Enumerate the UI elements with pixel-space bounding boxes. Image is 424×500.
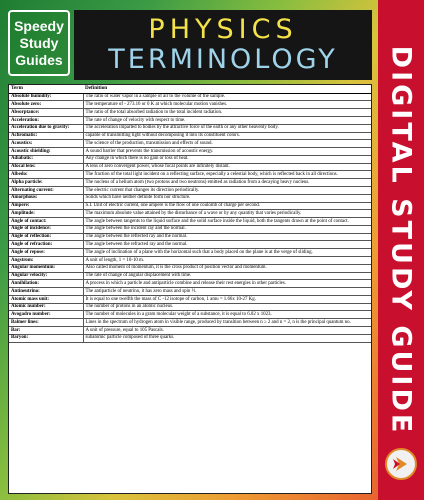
table-row (9, 148, 371, 156)
definition-cell: The angle of inclination of a plane with the horizontal such that a body placed on the plane is at the verge of sliding. (83, 249, 371, 257)
title-physics: PHYSICS (148, 14, 298, 45)
term-cell: Absolute humidity: (9, 93, 83, 101)
definition-cell: A unit of pressure, equal to 105 Pascals. (83, 327, 371, 335)
definition-cell: S.I. Unit of electric current, one ampere is the flow of one coulomb of charge per second. (83, 202, 371, 210)
definition-cell: The rate of change of velocity with respect to time. (83, 116, 371, 124)
definition-cell: The number of protons in an atomic nucleus. (83, 303, 371, 311)
term-cell: Angle of refraction: (9, 241, 83, 249)
term-cell: Acoustics: (9, 140, 83, 148)
table-row (9, 155, 371, 163)
table-row (9, 109, 371, 117)
term-cell: Baryon: (9, 334, 83, 342)
table-row (9, 179, 371, 187)
term-cell: Absorptance: (9, 109, 83, 117)
table-row (9, 116, 371, 124)
definition-cell: The ratio of water vapor in a sample of air to the volume of the sample. (83, 93, 371, 101)
definition-cell: The ratio of the total absorbed radiation to the total incident radiation. (83, 109, 371, 117)
definition-cell: Also called moment of momentum, it is the cross product of position vector and momentum. (83, 264, 371, 272)
table-body (9, 93, 371, 342)
definition-cell: The science of the production, transmission and effects of sound. (83, 140, 371, 148)
side-title (378, 45, 424, 435)
digital-study-guide-label: DIGITAL STUDY GUIDE (385, 45, 417, 435)
term-cell: Angle of contact: (9, 218, 83, 226)
definition-cell: The antiparticle of neutrino, it has zero mass and spin ½. (83, 288, 371, 296)
definition-cell: The nucleus of a helium atom (two protons and two neutrons) emitted as radiation from a decaying heavy nucleus. (83, 179, 371, 187)
table-row (9, 241, 371, 249)
term-cell: Angstrom: (9, 257, 83, 265)
table-row (9, 186, 371, 194)
term-cell: Amorphous: (9, 194, 83, 202)
definition-cell: The angle between the incident ray and the normal. (83, 225, 371, 233)
table-row (9, 311, 371, 319)
table-row (9, 124, 371, 132)
definition-cell: capable of transmitting light without decomposing it into its constituent colors. (83, 132, 371, 140)
terminology-table (9, 85, 371, 343)
table-row (9, 218, 371, 226)
definition-cell: A unit of length, 1 = 10-10 m. (83, 257, 371, 265)
table-row (9, 210, 371, 218)
definition-cell: The fraction of the total light incident on a reflecting surface, especially a celestial body, which is reflected back in all directions. (83, 171, 371, 179)
table-row (9, 334, 371, 342)
table-row (9, 280, 371, 288)
speedy-study-guides-logo (8, 10, 70, 76)
term-cell: Acceleration due to gravity: (9, 124, 83, 132)
logo-line-1: Speedy (14, 17, 64, 34)
header-term: Term (9, 85, 83, 93)
term-cell: Angle of repose: (9, 249, 83, 257)
term-cell: Balmer lines: (9, 319, 83, 327)
table-row (9, 257, 371, 265)
definition-cell: The maximum absolute value attained by the disturbance of a wave or by any quantity that varies periodically. (83, 210, 371, 218)
term-cell: Atomic mass unit: (9, 295, 83, 303)
term-cell: Atomic number: (9, 303, 83, 311)
definition-cell: The temperature of - 273.16 or 0 K at which molecular motion vanishes. (83, 101, 371, 109)
table-row (9, 163, 371, 171)
definition-cell: Solids which have neither definite form nor structure. (83, 194, 371, 202)
table-row (9, 101, 371, 109)
term-cell: Antineutrino: (9, 288, 83, 296)
publisher-logo-icon (385, 448, 417, 480)
definition-cell: Any change in which there is no gain or loss of heat. (83, 155, 371, 163)
term-cell: Angular velocity: (9, 272, 83, 280)
term-cell: Ampere: (9, 202, 83, 210)
table-row (9, 171, 371, 179)
table-row (9, 272, 371, 280)
title-banner (74, 10, 372, 80)
definition-cell: The number of molecules in a gram molecular weight of a substance, it is equal to 6.02 x 1023. (83, 311, 371, 319)
term-cell: Angle of reflection: (9, 233, 83, 241)
table-row (9, 319, 371, 327)
term-cell: Alternating current: (9, 186, 83, 194)
term-cell: Annihilation: (9, 280, 83, 288)
term-cell: Acoustic shielding: (9, 148, 83, 156)
definition-cell: The rate of change of angular displacement with time. (83, 272, 371, 280)
term-cell: Angle of incidence: (9, 225, 83, 233)
definition-cell: Lines in the spectrum of hydrogen atom in visible range, produced by transition between n ≥ 2 and n = 2, n is the principal quantum no. (83, 319, 371, 327)
table-row (9, 132, 371, 140)
side-strip (378, 0, 424, 500)
title-terminology: TERMINOLOGY (108, 44, 338, 75)
term-cell: Adiabatic: (9, 155, 83, 163)
definition-cell: The angle between tangents to the liquid surface and the solid surface inside the liquid, both the tangents drawn at the point of contact. (83, 218, 371, 226)
table-row (9, 140, 371, 148)
definition-cell: A lens of zero convergent power, whose focal points are infinitely distant. (83, 163, 371, 171)
table-row (9, 93, 371, 101)
arrow-logo-icon (391, 454, 411, 474)
table-row (9, 264, 371, 272)
definition-cell: The angle between the reflected ray and the normal. (83, 233, 371, 241)
terminology-sheet (8, 84, 372, 494)
table-row (9, 202, 371, 210)
definition-cell: The angle between the refracted ray and the normal. (83, 241, 371, 249)
table-row (9, 249, 371, 257)
term-cell: Bar: (9, 327, 83, 335)
definition-cell: It is equal to one twelfth the mass of C -12 isotope of carbon, 1 amu = 1.66x 10-27 Kg. (83, 295, 371, 303)
term-cell: Achromatic: (9, 132, 83, 140)
table-row (9, 295, 371, 303)
term-cell: Absolute zero: (9, 101, 83, 109)
definition-cell: The acceleration imparted to bodies by the attractive force of the earth or any other heavenly body. (83, 124, 371, 132)
term-cell: Angular momentum: (9, 264, 83, 272)
logo-line-3: Guides (15, 51, 63, 68)
term-cell: Albedo: (9, 171, 83, 179)
logo-line-2: Study (19, 34, 59, 51)
definition-cell: A process in which a particle and antiparticle combine and release their rest energies in other particles. (83, 280, 371, 288)
definition-cell: subatomic particle composed of three quarks. (83, 334, 371, 342)
definition-cell: A sound barrier that prevents the transmission of acoustic energy. (83, 148, 371, 156)
table-row (9, 225, 371, 233)
term-cell: Alpha particle: (9, 179, 83, 187)
table-row (9, 194, 371, 202)
term-cell: Amplitude: (9, 210, 83, 218)
term-cell: Afocal lens: (9, 163, 83, 171)
table-header-row (9, 85, 371, 93)
definition-cell: The electric current that changes its direction periodically. (83, 186, 371, 194)
term-cell: Avogadro number: (9, 311, 83, 319)
term-cell: Acceleration: (9, 116, 83, 124)
header-definition: Definition (83, 85, 371, 93)
table-row (9, 233, 371, 241)
table-row (9, 327, 371, 335)
table-row (9, 303, 371, 311)
table-row (9, 288, 371, 296)
